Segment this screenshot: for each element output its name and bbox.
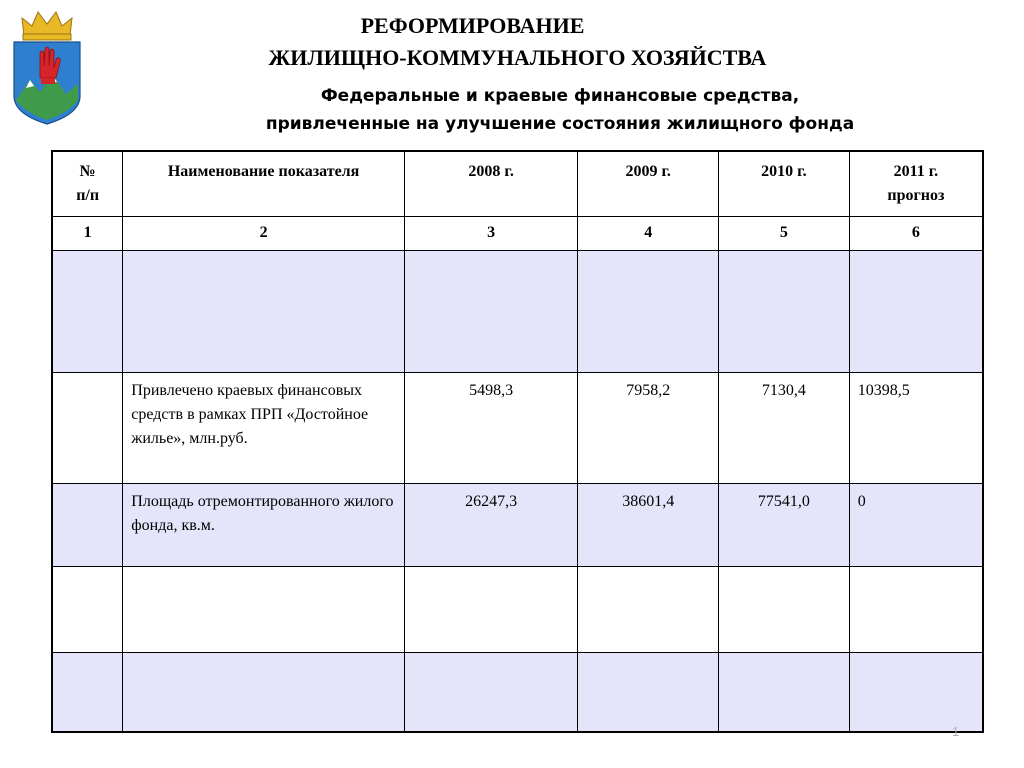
header-2011-line-2: прогноз bbox=[887, 187, 945, 204]
indicators-table bbox=[51, 150, 984, 733]
column-index-3: 3 bbox=[404, 216, 578, 250]
table-cell bbox=[123, 566, 405, 652]
row-value-2008: 5498,3 bbox=[404, 372, 578, 483]
table-cell bbox=[719, 566, 850, 652]
table-cell bbox=[404, 566, 578, 652]
header-num-cell bbox=[52, 151, 123, 216]
header-2008-cell: 2008 г. bbox=[404, 151, 578, 216]
table-row-empty bbox=[52, 250, 983, 372]
header-2010-cell: 2010 г. bbox=[719, 151, 850, 216]
table-row-empty bbox=[52, 652, 983, 732]
header-name-cell: Наименование показателя bbox=[123, 151, 405, 216]
column-index-2: 2 bbox=[123, 216, 405, 250]
table-cell bbox=[404, 250, 578, 372]
column-index-5: 5 bbox=[719, 216, 850, 250]
coat-of-arms-icon bbox=[10, 8, 84, 126]
row-name-cell: Площадь отремонтированного жилого фонда, кв.м. bbox=[123, 483, 405, 566]
table-cell bbox=[52, 566, 123, 652]
table-cell bbox=[123, 250, 405, 372]
table-cell bbox=[578, 652, 719, 732]
table-row bbox=[52, 483, 983, 566]
column-index-6: 6 bbox=[849, 216, 983, 250]
row-num-cell bbox=[52, 483, 123, 566]
row-value-2010: 77541,0 bbox=[719, 483, 850, 566]
row-value-2009: 38601,4 bbox=[578, 483, 719, 566]
header-num-line-2: п/п bbox=[76, 187, 100, 204]
table-cell bbox=[849, 652, 983, 732]
title-block bbox=[150, 10, 1020, 74]
column-index-1: 1 bbox=[52, 216, 123, 250]
table-row-empty bbox=[52, 566, 983, 652]
row-value-2008: 26247,3 bbox=[404, 483, 578, 566]
page-title-line-2: ЖИЛИЩНО-КОММУНАЛЬНОГО ХОЗЯЙСТВА bbox=[268, 45, 767, 70]
page-number: 1 bbox=[952, 724, 960, 739]
column-index-row bbox=[52, 216, 983, 250]
table-cell bbox=[52, 250, 123, 372]
table-cell bbox=[52, 652, 123, 732]
table-cell bbox=[849, 250, 983, 372]
header-2011-cell bbox=[849, 151, 983, 216]
header-num-line-1: № bbox=[79, 163, 96, 180]
row-value-2011: 0 bbox=[849, 483, 983, 566]
row-value-2011: 10398,5 bbox=[849, 372, 983, 483]
row-num-cell bbox=[52, 372, 123, 483]
column-index-4: 4 bbox=[578, 216, 719, 250]
row-value-2010: 7130,4 bbox=[719, 372, 850, 483]
header-2011-line-1: 2011 г. bbox=[893, 163, 939, 180]
subtitle-line-1: Федеральные и краевые финансовые средства, bbox=[320, 86, 800, 106]
subtitle-block bbox=[200, 82, 920, 138]
table-cell bbox=[404, 652, 578, 732]
table-cell bbox=[849, 566, 983, 652]
table-cell bbox=[578, 250, 719, 372]
table-cell bbox=[578, 566, 719, 652]
table-row bbox=[52, 372, 983, 483]
table-cell bbox=[719, 250, 850, 372]
table-header-row bbox=[52, 151, 983, 216]
table-cell bbox=[123, 652, 405, 732]
page-title-line-1: РЕФОРМИРОВАНИЕ bbox=[360, 13, 585, 38]
row-value-2009: 7958,2 bbox=[578, 372, 719, 483]
row-name-cell: Привлечено краевых финансовых средств в рамках ПРП «Достойное жилье», млн.руб. bbox=[123, 372, 405, 483]
subtitle-line-2: привлеченные на улучшение состояния жилищного фонда bbox=[265, 114, 855, 134]
table-cell bbox=[719, 652, 850, 732]
header-2009-cell: 2009 г. bbox=[578, 151, 719, 216]
